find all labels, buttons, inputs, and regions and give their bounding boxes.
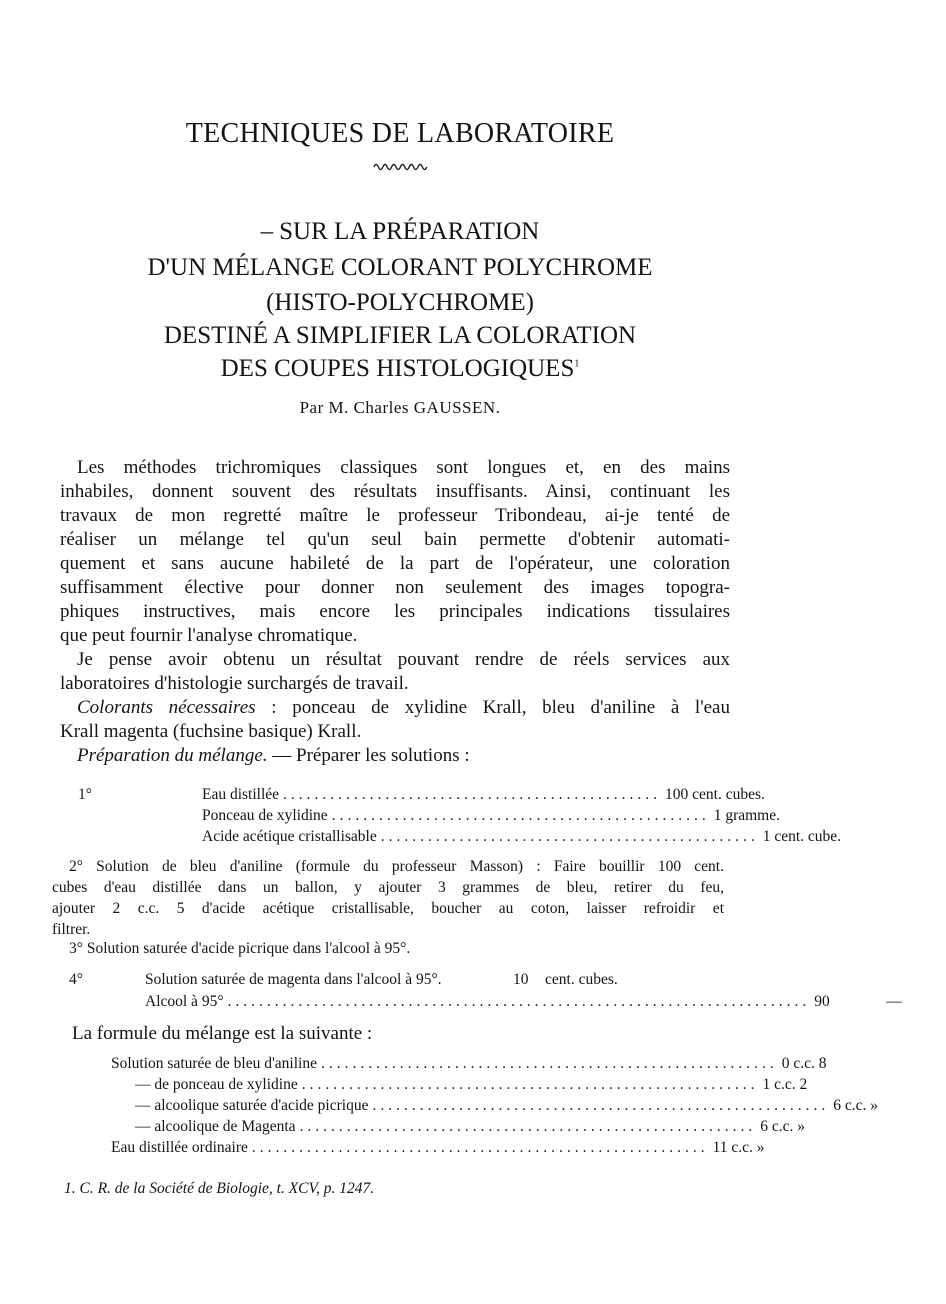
intro-line: travaux de mon regretté maître le professeur Tribondeau, ai-je tenté de xyxy=(60,505,730,526)
solution-4-number: 4° xyxy=(69,971,83,988)
solution-3: 3° Solution saturée d'acide picrique dans l'alcool à 95°. xyxy=(69,940,411,957)
second-para-line: Je pense avoir obtenu un résultat pouvant rendre de réels services aux xyxy=(77,649,730,670)
intro-paragraph xyxy=(60,456,730,768)
intro-line: réaliser un mélange tel qu'un seul bain permette d'obtenir automati- xyxy=(60,529,730,550)
solution-1-table xyxy=(202,786,842,849)
formula-row: Solution saturée de bleu d'aniline .......................................................... 0 c.c. 8 xyxy=(111,1055,827,1072)
title-line-2: D'UN MÉLANGE COLORANT POLYCHROME xyxy=(147,254,653,281)
intro-line: Les méthodes trichromiques classiques sont longues et, en des mains xyxy=(77,457,730,478)
footnote: 1. C. R. de la Société de Biologie, t. XCV, p. 1247. xyxy=(64,1180,375,1197)
byline: Par M. Charles GAUSSEN. xyxy=(299,398,501,417)
solution-4-row: Alcool à 95° .......................................................................... 90 — xyxy=(145,993,902,1010)
title-line-4: DESTINÉ A SIMPLIFIER LA COLORATION xyxy=(163,322,637,349)
formula-row: — alcoolique de Magenta .......................................................... 6 c.c. » xyxy=(135,1118,806,1135)
solution-2-block xyxy=(52,856,724,940)
colorants-line: Colorants nécessaires : ponceau de xylidine Krall, bleu d'aniline à l'eau xyxy=(77,697,730,718)
title-line-5: DES COUPES HISTOLOGIQUES$^1$ xyxy=(220,355,580,382)
preparation-label: Préparation du mélange. xyxy=(77,745,268,766)
formula-row: — alcoolique saturée d'acide picrique .......................................................... 6 c.c. » xyxy=(135,1097,878,1114)
second-para-line: laboratoires d'histologie surchargés de travail. xyxy=(60,673,409,694)
solution-2-line: filtrer. xyxy=(52,921,91,938)
solution-1-number: 1° xyxy=(78,786,92,803)
intro-line: suffisamment élective pour donner non seulement des images topogra- xyxy=(60,577,730,598)
intro-line: phiques instructives, mais encore les principales indications tissulaires xyxy=(60,601,730,622)
solution-2-line: cubes d'eau distillée dans un ballon, y ajouter 3 grammes de bleu, retirer du feu, xyxy=(52,879,724,896)
dash-mark: – xyxy=(260,218,274,245)
title-line-3: (HISTO-POLYCHROME) xyxy=(266,289,534,316)
title-line-1: – SUR LA PRÉPARATION xyxy=(260,218,540,245)
intro-line: que peut fournir l'analyse chromatique. xyxy=(60,625,358,646)
intro-line: inhabiles, donnent souvent des résultats insuffisants. Ainsi, continuant les xyxy=(60,481,730,502)
solution-2-line: ajouter 2 c.c. 5 d'acide acétique cristallisable, boucher au coton, laisser refroidir et xyxy=(52,900,724,917)
colorants-line-2: Krall magenta (fuchsine basique) Krall. xyxy=(60,721,362,742)
wavy-ornament-icon xyxy=(374,160,426,172)
solution-1-row: Ponceau de xylidine ................................................ 1 gramme. xyxy=(202,807,780,824)
intro-line: quement et sans aucune habileté de la part de l'opérateur, une coloration xyxy=(60,553,730,574)
formula-table xyxy=(111,1055,878,1160)
formula-intro: La formule du mélange est la suivante : xyxy=(72,1023,373,1044)
colorants-label: Colorants nécessaires xyxy=(77,697,256,718)
section-title: TECHNIQUES DE LABORATOIRE xyxy=(185,118,615,149)
title-footnote-mark: 1 xyxy=(574,358,580,370)
solution-4-table xyxy=(145,971,902,1015)
solution-2-line: 2° Solution de bleu d'aniline (formule du professeur Masson) : Faire bouillir 100 cent. xyxy=(69,858,724,875)
solution-1-row: Acide acétique cristallisable ................................................ 1 cent. cube. xyxy=(202,828,842,845)
solution-1-row: Eau distillée ................................................ 100 cent. cubes. xyxy=(202,786,765,803)
formula-row: — de ponceau de xylidine .......................................................... 1 c.c. 2 xyxy=(135,1076,808,1093)
solution-4-row: Solution saturée de magenta dans l'alcool à 95°. 10 cent. cubes. xyxy=(145,971,618,988)
formula-row: Eau distillée ordinaire .......................................................... 11 c.c. » xyxy=(111,1139,765,1156)
preparation-line: Préparation du mélange. — Préparer les solutions : xyxy=(77,745,470,766)
